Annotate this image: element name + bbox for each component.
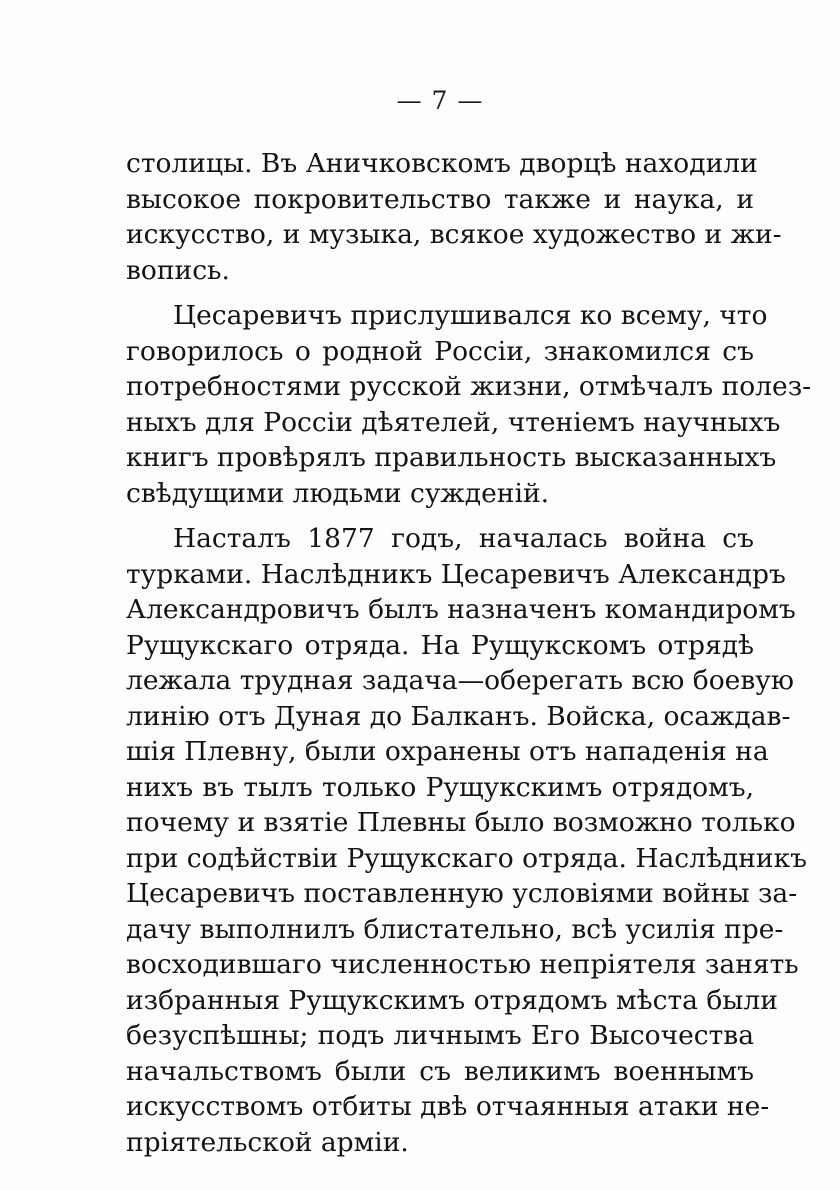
- text-line: книгъ провѣрялъ правильность высказанныхъ: [126, 442, 777, 473]
- text-line: нихъ въ тылъ только Рущукскимъ отрядомъ,: [126, 771, 754, 803]
- text-line: при содѣйствіи Рущукскаго отряда. Наслѣдникъ: [126, 842, 808, 874]
- text-line: потребностями русской жизни, отмѣчалъ полез-: [126, 371, 812, 402]
- text-line: искусство, и музыка, всякое художество и жи-: [126, 219, 782, 250]
- text-line: Насталъ 1877 годъ, началась война съ: [173, 523, 754, 554]
- text-line: вопись.: [126, 254, 230, 286]
- page-number: — 7 —: [396, 86, 484, 115]
- text-line: высокое покровительство также и наука, и: [126, 183, 754, 215]
- paragraph-gap: [126, 288, 754, 298]
- text-line: ныхъ для Россіи дѣятелей, чтеніемъ научныхъ: [126, 406, 781, 438]
- text-line: Цесаревичъ поставленную условіями войны за-: [126, 878, 798, 909]
- paragraph-gap: [126, 511, 754, 521]
- text-line: турками. Наслѣдникъ Цесаревичъ Александръ: [126, 558, 786, 590]
- text-line: дачу выполнилъ блистательно, всѣ усилія пре-: [126, 913, 784, 945]
- text-line: Рущукскаго отряда. На Рущукскомъ отрядѣ: [126, 629, 754, 661]
- text-line: пріятельской арміи.: [126, 1126, 409, 1158]
- text-line: столицы. Въ Аничковскомъ дворцѣ находили: [126, 148, 758, 179]
- text-line: шія Плевну, были охранены отъ нападенія на: [126, 736, 769, 767]
- paragraph: [126, 521, 808, 1160]
- text-line: избранныя Рущукскимъ отрядомъ мѣста были: [126, 984, 778, 1016]
- text-line: начальствомъ были съ великимъ военнымъ: [126, 1055, 754, 1087]
- paragraph: [126, 298, 812, 511]
- text-line: Александровичъ былъ назначенъ командиромъ: [126, 594, 796, 625]
- text-line: линію отъ Дуная до Балканъ. Войска, осаждав-: [126, 700, 791, 732]
- text-line: говорилось о родной Россіи, знакомился съ: [126, 335, 754, 367]
- text-line: лежала трудная задача—оберегать всю боевую: [126, 665, 794, 696]
- text-line: восходившаго численностью непріятеля занять: [126, 949, 799, 980]
- text-line: почему и взятіе Плевны было возможно только: [126, 807, 796, 838]
- text-line: свѣдущими людьми сужденій.: [126, 477, 550, 509]
- text-line: искусствомъ отбиты двѣ отчаянныя атаки не-: [126, 1091, 770, 1122]
- paragraph: [126, 146, 782, 288]
- text-line: Цесаревичъ прислушивался ко всему, что: [173, 300, 768, 331]
- text-line: безуспѣшны; подъ личнымъ Его Высочества: [126, 1020, 754, 1051]
- body-text: [126, 146, 812, 1160]
